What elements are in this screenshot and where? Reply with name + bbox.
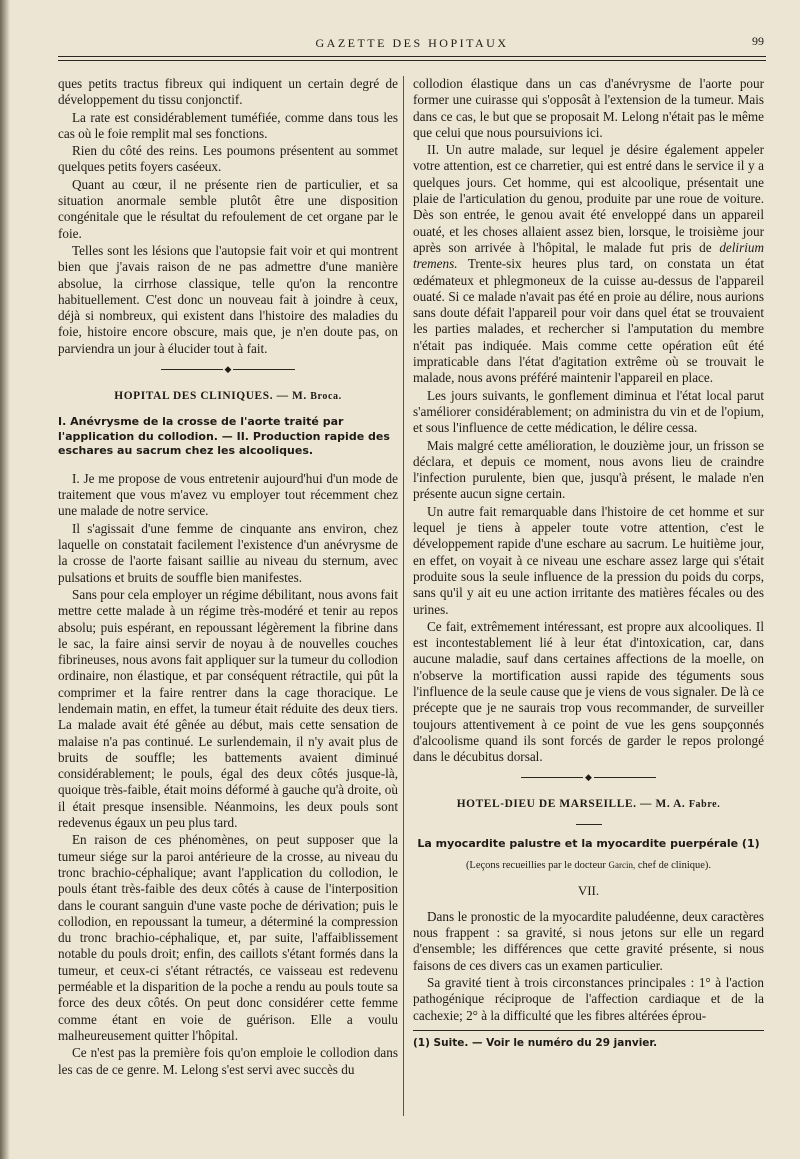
section-ornament: ◆ xyxy=(58,365,398,374)
lecture-note-end: chef de clinique). xyxy=(637,860,712,872)
paragraph: collodion élastique dans un cas d'anévrysme de l'aorte pour former une cuirasse qui s'opposât à l'extension de la tumeur. Mais dans ce cas, le but que se proposait M. Lelong n'était pas le même que celui que nous poursuivions ici. xyxy=(413,76,764,140)
paragraph: Sans pour cela employer un régime débilitant, nous avons fait mettre cette malade à un régime très-modéré et tenir au repos absolu; puis espérant, en repoussant légèrement la fibrine dans le sac, la faire ainsi servir de noyau à de nouvelles couches fibrineuses, nous avons fait appliquer sur la tumeur du collodion ordinaire, non élastique, et par conséquent rétractile, qui pût la comprimer et la faire rentrer dans la cage thoracique. Le lendemain matin, en effet, la tumeur était réduite des deux tiers. La malade avait été gênée au début, mais cette sensation de malaise n'a pas continué. Le surlendemain, il n'y avait plus de bruits de souffle; les battements avaient diminué considérablement; le pouls, égal des deux côtés jusque-là, quoique très-faible, était moins déformé à gauche qu'à droite, où il était presque insensible. Néanmoins, les deux pouls sont redevenus égaux un peu plus tard. xyxy=(58,586,398,831)
paragraph: Dans le pronostic de la myocardite paludéenne, deux caractères nous frappent : sa gravité, si nous jetons sur elle un regard d'ensemble; les différences que cette gravité présente, si nous faisons de ces divers cas un examen particulier. xyxy=(413,908,764,973)
lecture-note-name: Garcin, xyxy=(608,860,636,871)
header-rule-thin xyxy=(58,60,766,61)
lecture-note-text: (Leçons recueillies par le docteur xyxy=(465,860,606,872)
section-ornament: ◆ xyxy=(413,773,764,782)
short-rule xyxy=(576,824,602,825)
section-title: HOTEL-DIEU DE MARSEILLE. — M. A. xyxy=(456,798,686,811)
page-number: 99 xyxy=(752,34,764,48)
paragraph: Un autre fait remarquable dans l'histoire de cet homme et sur lequel je tiens à appeler toute votre attention, c'est le développement rapide d'une eschare au sacrum. Le huitième jour, en effet, on voyait à ce niveau une eschare assez large qui s'était produite sous la seule influence de la pression du poids du corps, sans qu'il y ait eu une action irritante des matières fécales ou des urines. xyxy=(413,503,764,617)
chapter-number: VII. xyxy=(577,882,600,898)
paragraph: Il s'agissait d'une femme de cinquante ans environ, chez laquelle on constatait facilement l'existence d'un anévrysme de la crosse de l'aorte faisant saillie au niveau du sternum, avec pulsations et bruits de souffle bien manifestes. xyxy=(58,520,398,585)
paragraph: Ce fait, extrêmement intéressant, est propre aux alcooliques. Il est incontestablement lié à leur état d'intoxication, car, dans aucune maladie, sauf dans certaines affections de la moelle, on n'observe la mortification aussi rapide des téguments sous l'influence de la seule cause que je viens de vous signaler. De là ce précepte que je ne saurais trop vous recommander, de surveiller toujours attentivement à ce point de vue les gens soupçonnés d'alcoolisme quand ils sont forcés de garder le repos prolongé dans le décubitus dorsal. xyxy=(413,618,764,765)
paragraph-text: Trente-six heures plus tard, on constata un état œdémateux et phlegmoneux de la cuisse au-dessus de l'appareil ouaté. Si ce malade n'avait pas été en proie au délire, nous aurions sans doute défait l'appareil pour voir dans quel état se trouvaient les parties malades, et rechercher si l'amputation du membre n'était pas indiquée. Mais comme cette opération eût été impraticable dans l'état d'agitation extrême où se trouvait le malade, nous avons préféré maintenir l'appareil en place. xyxy=(413,256,764,386)
footnote: (1) Suite. — Voir le numéro du 29 janvier. xyxy=(413,1036,658,1049)
right-column xyxy=(413,76,764,1051)
lecture-note xyxy=(413,857,764,874)
lecture-title: La myocardite palustre et la myocardite puerpérale (1) xyxy=(417,836,760,850)
paragraph: Les jours suivants, le gonflement diminua et l'état local parut s'améliorer considérablement; on administra du vin et de l'opium, et sous l'influence de cette médication, le délire cessa. xyxy=(413,387,764,436)
paragraph: La rate est considérablement tuméfiée, comme dans tous les cas où le foie remplit mal ses fonctions. xyxy=(58,109,398,141)
paragraph-text: II. Un autre malade, sur lequel je désire également appeler votre attention, est ce charretier, qui est entré dans le service il y a quelques jours. Cet homme, qui est alcoolique, présentait une plaie de l'articulation du genou, produite par une roue de voiture. Dès son entrée, le genou avait été enveloppé dans un appareil ouaté, et les choses allaient assez bien, lorsque, le troisième jour après son arrivée à l'hôpital, le malade fut pris de xyxy=(413,142,764,255)
binding-edge xyxy=(0,0,10,1159)
section-heading xyxy=(413,796,764,813)
paragraph: Telles sont les lésions que l'autopsie fait voir et qui montrent bien que j'avais raison de ne pas admettre d'une manière absolue, la cirrhose classique, telle qu'on la rencontre habituellement. C'est donc un nouveau fait à joindre à ceux, déjà si nombreux, qui existent dans l'histoire des maladies du foie, histoire encore obscure, mais que, je n'en doute pas, on parviendra un jour à élucider tout à fait. xyxy=(58,242,398,356)
section-author: Fabre. xyxy=(688,799,721,811)
paragraph: Mais malgré cette amélioration, le douzième jour, un frisson se déclara, et depuis ce moment, nous avons lieu de craindre l'infection purulente, bien que, jusqu'à présent, le malade n'en présente aucun signe certain. xyxy=(413,437,764,502)
section-title: HOPITAL DES CLINIQUES. — M. xyxy=(114,390,307,403)
emphasis: delirium tremens. xyxy=(413,239,765,272)
paragraph: I. Je me propose de vous entretenir aujourd'hui d'un mode de traitement que vous m'avez vu employer tout récemment chez une malade de notre service. xyxy=(58,470,398,519)
page-header xyxy=(58,32,766,62)
column-separator xyxy=(403,76,404,1116)
running-title: GAZETTE DES HOPITAUX xyxy=(315,36,509,50)
paragraph: Ce n'est pas la première fois qu'on emploie le collodion dans les cas de ce genre. M. Lelong s'est servi avec succès du xyxy=(58,1045,398,1077)
footnote-rule xyxy=(413,1030,764,1031)
paragraph: En raison de ces phénomènes, on peut supposer que la tumeur siége sur la paroi antérieure de la crosse, au niveau du tronc brachio-céphalique; avant l'application du collodion, le pouls étant très-faible des deux côtés à cause de l'interposition dans le courant sanguin d'une vaste poche de dérivation; puis le collodion, en repoussant la tumeur, a déterminé la compression du tronc brachio-céphalique, et, par suite, l'affaiblissement notable du pouls droit; enfin, des caillots s'étant formés dans la tumeur, et ceux-ci s'étant rétractés, ce vaisseau est redevenu perméable et la disparition de la poche a rendu au pouls toute sa force des deux côtés. On peut donc considérer cette femme comme étant en voie de guérison. Elle a voulu malheureusement quitter l'hôpital. xyxy=(58,832,398,1043)
paragraph: ques petits tractus fibreux qui indiquent un certain degré de développement du tissu conjonctif. xyxy=(58,76,398,108)
left-column xyxy=(58,76,398,1079)
paragraph: Quant au cœur, il ne présente rien de particulier, et sa situation anormale semble plutôt être une disposition congénitale que le résultat du refoulement de cet organe par le foie. xyxy=(58,176,398,241)
lecture-title: I. Anévrysme de la crosse de l'aorte traité par l'application du collodion. — II. Production rapide des eschares au sacrum chez les alcooliques. xyxy=(58,415,390,458)
section-heading xyxy=(58,388,398,405)
section-author: Broca. xyxy=(310,391,342,403)
header-rule xyxy=(58,56,766,57)
paragraph: Rien du côté des reins. Les poumons présentent au sommet quelques petits foyers caséeux. xyxy=(58,143,398,175)
paragraph: Sa gravité tient à trois circonstances principales : 1° à l'action pathogénique réciproque de l'affection cardiaque et de la cachexie; 2° à la difficulté que les fibres altérées éprou- xyxy=(413,975,764,1023)
paragraph xyxy=(413,142,764,386)
